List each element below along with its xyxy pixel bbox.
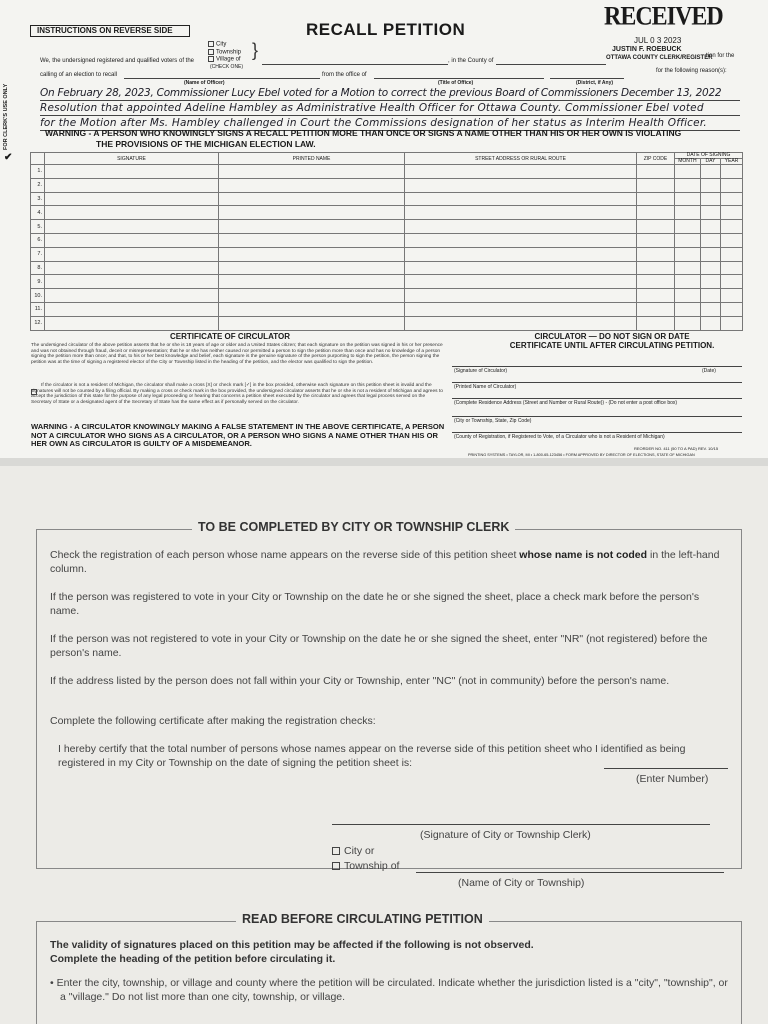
circulator-county-label: (County of Registration, if Registered to Vote, of a Circulator who is not a Resident of Michigan) (454, 434, 665, 440)
registered-count-field[interactable] (604, 768, 728, 769)
cell-day[interactable] (701, 220, 721, 234)
clerk-paragraph-5: Complete the following certificate after making the registration checks: (50, 715, 376, 727)
clerks-use-label: FOR CLERK'S USE ONLY (3, 83, 9, 151)
jurisdiction-option-township[interactable]: Township (208, 49, 243, 57)
circulator-title: CIRCULATOR — DO NOT SIGN OR DATE CERTIFICATE UNTIL AFTER CIRCULATING PETITION. (509, 332, 715, 350)
col-year: YEAR (724, 158, 739, 164)
cell-signature[interactable] (45, 192, 219, 206)
stamp-name: JUSTIN F. ROEBUCK (612, 46, 682, 53)
row-number: 11. (31, 302, 45, 316)
township-checkbox[interactable] (332, 862, 340, 870)
cell-signature[interactable] (45, 178, 219, 192)
cell-signature[interactable] (45, 220, 219, 234)
table-row (31, 275, 743, 289)
cell-street[interactable] (405, 289, 637, 303)
reason-text-3: for the Motion after Ms. Hambley challenged in Court the Commissions designation of her status as Interim Health Officer. (40, 117, 707, 129)
cell-year[interactable] (721, 302, 743, 316)
row-number: 6. (31, 233, 45, 247)
enter-number-label: (Enter Number) (636, 773, 709, 785)
table-row (31, 220, 743, 234)
cell-month[interactable] (675, 316, 701, 330)
cell-month[interactable] (675, 233, 701, 247)
district-field[interactable] (550, 78, 624, 79)
circulator-residence-field[interactable] (452, 398, 742, 399)
brace-icon: } (252, 40, 259, 60)
cell-zip[interactable] (637, 289, 675, 303)
table-row (31, 289, 743, 303)
cell-signature[interactable] (45, 289, 219, 303)
cell-signature[interactable] (45, 275, 219, 289)
cell-year[interactable] (721, 192, 743, 206)
cell-year[interactable] (721, 178, 743, 192)
row-number: 2. (31, 178, 45, 192)
cell-month[interactable] (675, 275, 701, 289)
cell-day[interactable] (701, 275, 721, 289)
col-month: MONTH (675, 159, 701, 164)
row-number: 3. (31, 192, 45, 206)
circulator-residence-label: (Complete Residence Address (Street and Number or Rural Route)) - (Do not enter a post office box) (454, 400, 678, 406)
cell-printed-name[interactable] (219, 220, 405, 234)
reason-text-2: Resolution that appointed Adeline Hambley as Administrative Health Officer for Ottawa County. Commissioner Ebel voted (40, 102, 704, 114)
circulator-date-label: (Date) (702, 368, 716, 374)
col-date-of-signing: DATE OF SIGNING MONTH DAY YEAR (675, 153, 743, 165)
cell-street[interactable] (405, 275, 637, 289)
cell-street[interactable] (405, 192, 637, 206)
table-row (31, 178, 743, 192)
read-before-line-1: The validity of signatures placed on this petition may be affected if the following is not observed. (50, 939, 534, 951)
cell-signature[interactable] (45, 206, 219, 220)
row-number: 7. (31, 247, 45, 261)
row-number: 9. (31, 275, 45, 289)
cell-day[interactable] (701, 316, 721, 330)
row-number: 1. (31, 165, 45, 179)
table-row (31, 206, 743, 220)
clerk-signature-label: (Signature of City or Township Clerk) (420, 829, 591, 841)
certificate-body: The undersigned circulator of the above petition asserts that he or she is 18 years of age or older and a United States citizen; that each signature on the petition was signed in his or her presence and was not obtained through fraud, deceit or misrepresentation; that he or she has neither caused nor permitted a person to sign the petition more than once and has no knowledge of a person signing the petition more than once; and that, to his or her best knowledge and belief, each signature is the genuine signature of the person purporting to sign the petition, the person signing the petition was at the time of signing a registered elector of the City or Township listed in the heading of the petition, and the elector was qualified to sign the petition. (31, 343, 443, 366)
clerk-paragraph-3: If the person was not registered to vote in your City or Township on the date he or she signed the sheet, enter "NR" (not registered) before the person's name. (50, 633, 708, 659)
table-row (31, 233, 743, 247)
calling-text: calling of an election to recall (40, 72, 118, 78)
read-before-line-2: Complete the heading of the petition before circulating it. (50, 953, 336, 965)
table-row (31, 261, 743, 275)
cell-signature[interactable] (45, 302, 219, 316)
officer-name-field[interactable] (124, 78, 320, 79)
col-street: STREET ADDRESS OR RURAL ROUTE (405, 153, 637, 165)
col-num (31, 153, 45, 165)
clerk-paragraph-4: If the address listed by the person does not fall within your City or Township, enter "NC" (not in community) before the person's name. (50, 675, 670, 687)
cell-street[interactable] (405, 233, 637, 247)
cell-zip[interactable] (637, 178, 675, 192)
petition-back-sheet (0, 466, 768, 1024)
cell-year[interactable] (721, 233, 743, 247)
cell-year[interactable] (721, 247, 743, 261)
signature-table (30, 152, 743, 331)
col-signature: SIGNATURE (45, 153, 219, 165)
circulator-city-label: (City or Township, State, Zip Code) (454, 418, 532, 424)
following-reasons-text: for the following reason(s): (656, 68, 727, 74)
circulator-signature-field[interactable] (452, 366, 742, 367)
cell-year[interactable] (721, 206, 743, 220)
cell-year[interactable] (721, 275, 743, 289)
cell-signature[interactable] (45, 165, 219, 179)
check-one-note: (CHECK ONE) (210, 63, 244, 70)
cell-year[interactable] (721, 220, 743, 234)
form-reference: REORDER NO. 411 (50 TO A PAD) REV. 10/15 (634, 446, 719, 451)
row-number: 4. (31, 206, 45, 220)
cell-month[interactable] (675, 261, 701, 275)
clerk-signature-field[interactable] (332, 824, 710, 825)
reason-text-1: On February 28, 2023, Commissioner Lucy Ebel voted for a Motion to correct the previous Board of Commissioners December 13, 2022 (40, 87, 722, 99)
city-checkbox[interactable] (332, 847, 340, 855)
cell-year[interactable] (721, 261, 743, 275)
circulator-printed-name-label: (Printed Name of Circulator) (454, 384, 517, 390)
cell-printed-name[interactable] (219, 275, 405, 289)
name-of-officer-label: (Name of Officer) (184, 80, 225, 86)
county-field[interactable] (496, 64, 606, 65)
read-before-box (36, 921, 742, 1024)
cell-printed-name[interactable] (219, 192, 405, 206)
city-township-name-field[interactable] (416, 872, 724, 873)
table-row (31, 247, 743, 261)
cell-year[interactable] (721, 165, 743, 179)
cell-month[interactable] (675, 165, 701, 179)
cell-printed-name[interactable] (219, 165, 405, 179)
cell-day[interactable] (701, 289, 721, 303)
warning-line-2: THE PROVISIONS OF THE MICHIGAN ELECTION LAW. (96, 139, 316, 149)
instructions-label: INSTRUCTIONS ON REVERSE SIDE (30, 25, 190, 37)
cell-month[interactable] (675, 302, 701, 316)
circulator-warning: WARNING - A CIRCULATOR KNOWINGLY MAKING A FALSE STATEMENT IN THE ABOVE CERTIFICATE, A PERSON NOT A CIRCULATOR WHO SIGNS AS A CIRCULATOR, OR A PERSON WHO SIGNS A NAME OTHER THAN HIS OR HER OWN AS CIRCULATOR IS GUILTY OF A MISDEMEANOR. (31, 422, 445, 448)
clerk-paragraph-6: I hereby certify that the total number of persons whose names appear on the reverse side of this petition sheet who I identified as being registered in my City or Township on the date of signing the petition sheet is: (58, 743, 686, 769)
cell-printed-name[interactable] (219, 178, 405, 192)
cell-printed-name[interactable] (219, 302, 405, 316)
table-row (31, 316, 743, 330)
jurisdiction-field[interactable] (262, 64, 448, 65)
table-row (31, 192, 743, 206)
cell-month[interactable] (675, 206, 701, 220)
jurisdiction-option-city[interactable]: City (208, 41, 243, 49)
cell-street[interactable] (405, 206, 637, 220)
stamp-date: JUL 0 3 2023 (634, 36, 682, 45)
title-of-office-label: (Title of Office) (438, 80, 474, 86)
district-label: (District, if Any) (576, 80, 614, 86)
cell-zip[interactable] (637, 275, 675, 289)
voters-text: We, the undersigned registered and qualified voters of the (40, 58, 194, 64)
certificate-title: CERTIFICATE OF CIRCULATOR (170, 332, 290, 341)
petition-text: tion for the (706, 53, 735, 59)
office-title-field[interactable] (374, 78, 544, 79)
cell-street[interactable] (405, 178, 637, 192)
table-row (31, 302, 743, 316)
cell-zip[interactable] (637, 302, 675, 316)
cell-street[interactable] (405, 247, 637, 261)
cell-street[interactable] (405, 220, 637, 234)
cell-day[interactable] (701, 247, 721, 261)
nonresident-checkbox[interactable] (31, 383, 39, 401)
cell-day[interactable] (701, 261, 721, 275)
cell-zip[interactable] (637, 316, 675, 330)
read-before-title: READ BEFORE CIRCULATING PETITION (236, 912, 489, 926)
cell-printed-name[interactable] (219, 316, 405, 330)
cell-zip[interactable] (637, 261, 675, 275)
cell-signature[interactable] (45, 233, 219, 247)
from-office-text: from the office of (322, 72, 367, 78)
warning-line-1: WARNING - A PERSON WHO KNOWINGLY SIGNS A RECALL PETITION MORE THAN ONCE OR SIGNS A NAME OTHER THAN HIS OR HER OWN IS VIOLATING (45, 128, 682, 138)
petition-front-sheet (0, 0, 768, 458)
cell-printed-name[interactable] (219, 206, 405, 220)
cell-zip[interactable] (637, 192, 675, 206)
city-option[interactable]: City or (332, 844, 374, 858)
printer-info: PRINTING SYSTEMS • TAYLOR, MI • 1-800-65-123456 • FORM APPROVED BY DIRECTOR OF ELECTIONS, STATE OF MICHIGAN (468, 453, 695, 457)
table-row (31, 165, 743, 179)
cell-month[interactable] (675, 247, 701, 261)
cell-month[interactable] (675, 289, 701, 303)
cell-street[interactable] (405, 302, 637, 316)
city-name-label: (Name of City or Township) (458, 877, 585, 889)
cell-month[interactable] (675, 192, 701, 206)
township-option[interactable]: Township of (332, 859, 399, 873)
stamp-office: OTTAWA COUNTY CLERK/REGISTER (606, 55, 713, 61)
circulator-signature-label: (Signature of Circulator) (454, 368, 508, 374)
circulator-county-field[interactable] (452, 432, 742, 433)
clerk-paragraph-2: If the person was registered to vote in your City or Township on the date he or she signed the sheet, place a check mark before the person's name. (50, 591, 700, 617)
read-before-bullet-1: • Enter the city, township, or village and county where the petition will be circulated. Indicate whether the jurisdiction listed is a "city", "township", or a "village." Do not list more than one city, township, or village. (50, 977, 728, 1003)
cell-printed-name[interactable] (219, 233, 405, 247)
cell-month[interactable] (675, 178, 701, 192)
cell-day[interactable] (701, 192, 721, 206)
jurisdiction-checkboxes (208, 41, 243, 70)
row-number: 10. (31, 289, 45, 303)
jurisdiction-option-village[interactable]: Village of (208, 56, 243, 64)
cell-zip[interactable] (637, 247, 675, 261)
page-title: RECALL PETITION (306, 20, 466, 39)
cell-year[interactable] (721, 316, 743, 330)
cell-signature[interactable] (45, 261, 219, 275)
cell-day[interactable] (701, 178, 721, 192)
nonresident-text: If the circulator is not a resident of Michigan, the circulator shall make a cross [X] or check mark [✓] in the box provided, otherwise each signature on this petition sheet is invalid and the signatures will not be counted by a filing official. By making a cross or check mark in the box provided, the undersigned circulator asserts that he or she is not a resident of Michigan and agrees to accept the jurisdiction of this state for the purpose of any legal proceeding or hearing that concerns a petition sheet executed by the circulator and agrees that legal process served on the Secretary of State or a designated agent of the Secretary of State has the same effect as if personally served on the circulator. (31, 383, 443, 406)
cell-month[interactable] (675, 220, 701, 234)
cell-street[interactable] (405, 261, 637, 275)
cell-zip[interactable] (637, 220, 675, 234)
clerk-paragraph-1: Check the registration of each person whose name appears on the reverse side of this petition sheet whose name is not coded in the left-hand column. (50, 549, 720, 575)
row-number: 12. (31, 316, 45, 330)
cell-day[interactable] (701, 233, 721, 247)
circulator-city-field[interactable] (452, 416, 742, 417)
cell-day[interactable] (701, 165, 721, 179)
clerk-section-box (36, 529, 742, 869)
cell-street[interactable] (405, 165, 637, 179)
row-number: 8. (31, 261, 45, 275)
cell-year[interactable] (721, 289, 743, 303)
row-number: 5. (31, 220, 45, 234)
county-text: , in the County of (448, 58, 494, 64)
cell-printed-name[interactable] (219, 247, 405, 261)
col-printed-name: PRINTED NAME (219, 153, 405, 165)
cell-day[interactable] (701, 206, 721, 220)
cell-street[interactable] (405, 316, 637, 330)
col-day: DAY (701, 159, 721, 164)
reason-line-2 (40, 115, 740, 116)
col-zip: ZIP CODE (637, 153, 675, 165)
clerk-section-title: TO BE COMPLETED BY CITY OR TOWNSHIP CLERK (192, 520, 515, 534)
cell-printed-name[interactable] (219, 261, 405, 275)
cell-printed-name[interactable] (219, 289, 405, 303)
cell-zip[interactable] (637, 165, 675, 179)
stamp-received-text: RECEIVED (604, 2, 723, 32)
cell-signature[interactable] (45, 316, 219, 330)
cell-zip[interactable] (637, 206, 675, 220)
check-mark-icon: ✔ (4, 152, 13, 163)
cell-zip[interactable] (637, 233, 675, 247)
reason-line-1 (40, 100, 740, 101)
cell-signature[interactable] (45, 247, 219, 261)
cell-day[interactable] (701, 302, 721, 316)
circulator-printed-name-field[interactable] (452, 382, 742, 383)
